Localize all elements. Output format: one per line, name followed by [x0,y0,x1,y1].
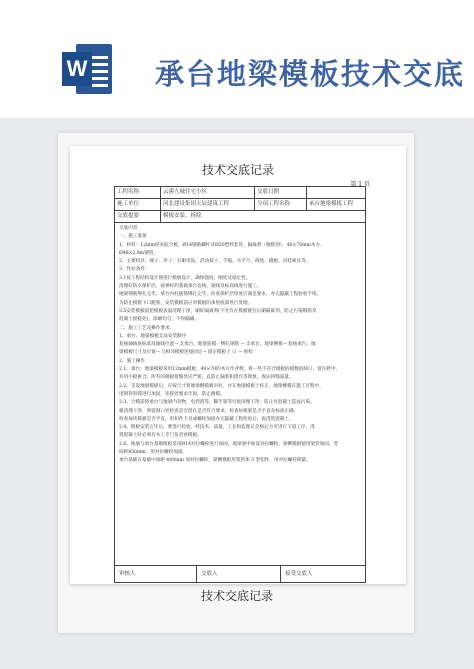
summary-label: 交底提要 [115,211,161,222]
content-line: 交底内容： [119,226,142,231]
content-line: 2.3、合模前将承台与地梁内杂物，电焊渣等，脚手架等垃圾清理干净，防止对混凝土造成污染。 [119,400,315,406]
content-line: 1、材料：12mm厚木胶合板、Ø14钢筋螺杆及Ø20塑料套管、隔离剂（脱模剂），40×70mm木方、 [119,242,325,248]
disclosure-table [114,186,366,583]
header-row-unit [115,199,365,211]
content-line: 3.1按工程结构设计图进行模板设计，确保强度、刚度及稳定性。 [119,275,251,281]
second-page-title: 技术交底记录 [200,589,273,603]
content-line: 混凝土接槎处)，涂刷均匀，不得漏刷。 [119,317,199,323]
content-line: 用钢管斜撑进行加固，连接处要求牢固，防止跑模。 [119,391,225,397]
banner-title: 承台地梁模板技术交底 [155,57,466,91]
content-line: 复核轴线底标高及轴线位置→ 支承台、地梁底模一绑扎钢筋 → 支承台、地梁侧模→ 复核承台、地 [119,342,316,348]
sub-value: 承台地梁模板工程 [309,201,354,207]
sub-label: 分项工程名称 [255,199,307,210]
word-logo-letter: W [62,52,92,86]
date-value [307,187,365,198]
banner [0,0,474,118]
content-line: 二、施工工艺及操作要求： [119,325,175,331]
header-row-summary [115,211,365,223]
project-value: 云溪九城住宅小区 [161,187,255,198]
content-line: 清理好防水保护层，按弹好的基础承台边线，梁线及标高线进行施工。 [119,284,262,290]
content-line: 间距450mm；用对拉螺栓加固。 [119,450,188,456]
page-number: 第 1 页 [350,181,370,188]
unit-value: 河北建设集团天辰建筑工程 [161,199,255,210]
content-line: 梁模板尺寸及位置→ 与相邻模板连接固定→ 固定模板上 口 → 预检 [119,350,253,356]
content-line: 3.5安装模板前把模板表面清理干净，刷好隔离剂(不允许在模板就位后刷隔离剂，防止污染钢筋及 [119,308,317,314]
content-line: 2.2、支设地梁模板后，应按尺寸将地梁侧模板对拉，并在地梁模板上校正，地梁侧模在施工过程中， [119,383,324,389]
content-line: 板清理干净，预留洞口处检查是否留孔是否符合要求。检查每根梁是否平直及标高正确， [119,408,299,414]
receiver-label: 接受交底人 [285,571,313,577]
content-line: 一、施工准备 [119,234,147,240]
word-icon [62,44,112,94]
header-row-project [115,187,365,199]
content-line: 为防止模板下口跑浆，安装模板前应对模板的承垫底部进行处理。 [119,300,253,306]
content-line: 承台基础在基础中间距 600mm 加对拉螺栓，梁侧模板用架管加 3 型扣件，用对拉螺栓锁紧。 [119,458,311,464]
content-line: Ø48×2.8m钢管。 [119,250,158,256]
signature-row [115,565,365,582]
content-line: 1、承台、地梁模板支法安装顺序 [119,333,187,339]
discloser-label: 交底人 [197,566,281,582]
content-line: 2、施工操作 [119,358,145,364]
content-line: 地梁钢筋绑扎完毕，承台内柱插筋绑扎完毕，检查保护层厚度应满足要求，办完隐蔽工程验收手续。 [119,292,322,298]
project-label: 工程名称 [115,187,161,198]
date-label: 交底日期 [255,187,307,198]
disclosure-content [119,225,361,555]
unit-label: 施工单位 [115,199,161,210]
summary-value: 模板安装、拆除 [163,213,202,219]
content-line: 筑混凝土时必须有木工专门负责看模板。 [119,433,202,439]
content-line: 并用小板拼合。所有的模板接缝处应严密，以防止漏浆和错台等现象，保证拼缝质量。 [119,375,294,381]
content-line: 2.4、模板安装完毕后，要进行检验，经技术、质量、工长和监理认会格后方可进行下道工序，浇 [119,425,315,431]
content-line: 检查每块模板是否平直，用扣件卡具或螺栓加固办完隐蔽工程检验后，再浇筑混凝土。 [119,416,294,422]
reviewer-label: 审核人 [115,566,197,582]
content-line: 2、主要机具：锤子、斧子、打眼电钻、活动扳子、手锯、水平尺、线坠、撬棍、吊装索具等。 [119,259,311,265]
content-line: 3、作业条件： [119,267,150,273]
content-line: 2.6、地梁与承台基础模板采用Ø14对拉螺栓进行加固，地梁梁中加设对拉螺栓，梁侧模板使用架管加固，竖 [119,441,339,447]
document-page [70,146,406,584]
content-line: 2.1、承台、地梁模板采用12mm模板，40×70的木方作背楞，将一些不符合模板的模数的缺口，留在跨中， [119,367,341,373]
document-title: 技术交底记录 [201,163,274,177]
